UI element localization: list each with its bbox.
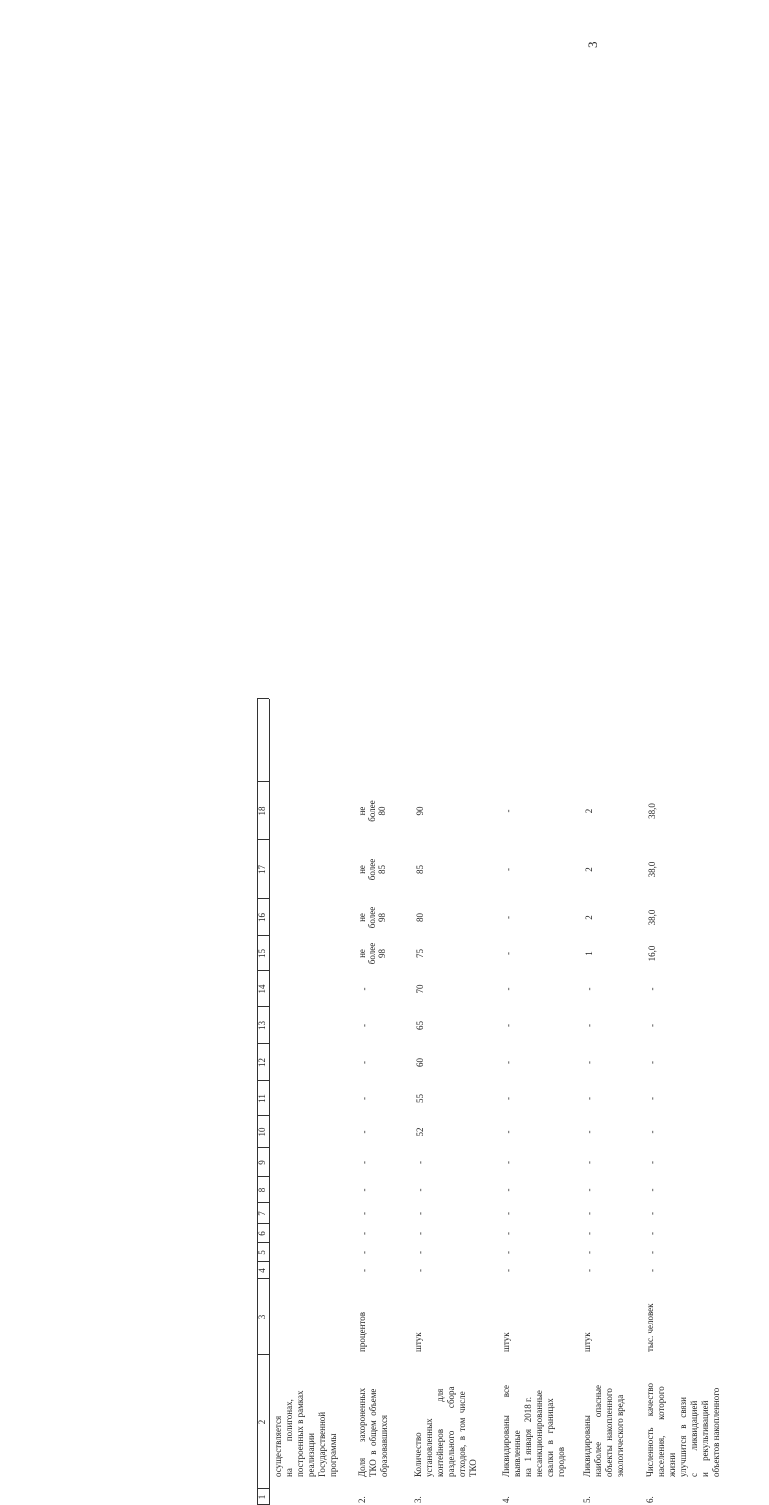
value-cell: - <box>584 1097 594 1100</box>
value-cell: не более 98 <box>357 906 387 929</box>
value-cell: - <box>647 1269 657 1272</box>
value-cell: - <box>584 1161 594 1164</box>
value-cell: 16,0 <box>647 945 657 962</box>
value-cell: - <box>647 1061 657 1064</box>
column-divider <box>257 970 269 971</box>
indicator-name: Доля захороненных ТКО в общем объеме образовавшихся <box>357 1387 389 1477</box>
value-cell: - <box>503 952 513 955</box>
value-cell: 38,0 <box>647 803 657 819</box>
column-divider <box>257 781 269 782</box>
value-cell: - <box>584 987 594 991</box>
value-cell: - <box>359 1188 369 1192</box>
value-cell: - <box>503 987 513 991</box>
value-cell: - <box>647 1130 657 1134</box>
value-cell: - <box>584 1232 594 1235</box>
value-cell: - <box>503 1212 513 1215</box>
column-header-14: 14 <box>257 984 267 994</box>
column-header-1: 1 <box>257 1494 267 1500</box>
row-number: 5. <box>582 1496 592 1503</box>
value-cell: - <box>584 1212 594 1215</box>
value-cell: - <box>503 1161 513 1164</box>
value-cell: - <box>415 1269 425 1272</box>
column-header-7: 7 <box>257 1211 267 1216</box>
value-cell: - <box>503 868 513 871</box>
column-divider <box>257 1278 269 1279</box>
column-header-12: 12 <box>257 1058 267 1067</box>
value-cell: - <box>584 1269 594 1272</box>
column-header-10: 10 <box>257 1127 267 1137</box>
value-cell: 2 <box>584 915 594 920</box>
column-header-16: 16 <box>257 913 267 922</box>
column-divider <box>257 1115 269 1116</box>
column-divider <box>257 1006 269 1007</box>
value-cell: - <box>503 1188 513 1192</box>
unit-of-measure: штук <box>582 1332 592 1352</box>
value-cell: - <box>647 1188 657 1192</box>
value-cell: 2 <box>584 867 594 872</box>
column-divider <box>257 1147 269 1148</box>
header-top-rule <box>257 699 258 1505</box>
value-cell: - <box>415 1161 425 1164</box>
column-divider <box>257 1354 269 1355</box>
column-divider <box>257 1202 269 1203</box>
value-cell: - <box>415 1251 425 1254</box>
column-header-18: 18 <box>257 806 267 816</box>
column-header-2: 2 <box>257 1419 267 1425</box>
value-cell: - <box>359 1061 369 1064</box>
value-cell: - <box>503 1130 513 1134</box>
value-cell: - <box>415 1212 425 1215</box>
value-cell: - <box>359 1212 369 1215</box>
indicator-name: Количество установленных контейнеров для раздельного сбора отходов, в том числе ТКО <box>413 1386 478 1477</box>
column-divider <box>257 698 269 699</box>
column-header-17: 17 <box>257 865 267 874</box>
column-header-11: 11 <box>257 1094 267 1103</box>
value-cell: 1 <box>584 951 594 956</box>
column-header-6: 6 <box>257 1231 267 1236</box>
row-number: 3. <box>413 1496 423 1503</box>
value-cell: - <box>647 1212 657 1215</box>
column-header-3: 3 <box>257 1314 267 1320</box>
indicator-name: Ликвидированы все выявленные на 1 января 2018 г. несанкционированные свалки в границах городов <box>501 1384 566 1477</box>
value-cell: не более 98 <box>357 942 387 965</box>
value-cell: - <box>584 1024 594 1027</box>
row-number: 2. <box>357 1496 367 1503</box>
value-cell: 70 <box>415 984 425 994</box>
value-cell: 85 <box>415 865 425 874</box>
value-cell: - <box>584 1251 594 1254</box>
column-divider <box>257 1261 269 1262</box>
table-sheet <box>257 699 769 1505</box>
value-cell: - <box>647 1024 657 1027</box>
header-bottom-rule <box>269 699 270 1505</box>
column-divider <box>257 1043 269 1044</box>
unit-of-measure: процентов <box>357 1311 367 1352</box>
value-cell: - <box>647 1251 657 1254</box>
value-cell: - <box>647 1232 657 1235</box>
value-cell: 2 <box>584 808 594 814</box>
page-number: 3 <box>585 41 600 48</box>
column-divider <box>257 935 269 936</box>
value-cell: - <box>503 1061 513 1064</box>
column-header-13: 13 <box>257 1021 267 1030</box>
value-cell: 38,0 <box>647 861 657 878</box>
value-cell: - <box>503 1232 513 1235</box>
value-cell: 60 <box>415 1058 425 1067</box>
value-cell: - <box>503 1251 513 1254</box>
value-cell: не более 80 <box>357 800 387 822</box>
value-cell: 55 <box>415 1094 425 1103</box>
value-cell: - <box>359 1130 369 1134</box>
value-cell: 90 <box>415 806 425 816</box>
column-header-15: 15 <box>257 949 267 958</box>
indicator-name: Ликвидированы наиболее опасные объекты накопленного экологического вреда <box>582 1385 625 1477</box>
unit-of-measure: тыс. человек <box>645 1303 655 1352</box>
value-cell: - <box>359 1161 369 1164</box>
value-cell: - <box>359 1024 369 1027</box>
column-header-9: 9 <box>257 1160 267 1165</box>
value-cell: 75 <box>415 949 425 958</box>
value-cell: - <box>503 1097 513 1100</box>
column-header-5: 5 <box>257 1250 267 1255</box>
value-cell: - <box>503 1269 513 1272</box>
column-divider <box>257 839 269 840</box>
value-cell: - <box>647 1097 657 1100</box>
column-header-4: 4 <box>257 1268 267 1273</box>
value-cell: - <box>503 809 513 813</box>
value-cell: - <box>415 1188 425 1192</box>
row-number: 4. <box>501 1496 511 1503</box>
value-cell: - <box>584 1130 594 1134</box>
value-cell: - <box>647 987 657 991</box>
column-divider <box>257 1488 269 1489</box>
value-cell: - <box>359 1251 369 1254</box>
value-cell: 38,0 <box>647 909 657 926</box>
value-cell: 80 <box>415 913 425 922</box>
value-cell: - <box>359 1232 369 1235</box>
value-cell: - <box>359 1269 369 1272</box>
value-cell: - <box>584 1061 594 1064</box>
value-cell: не более 85 <box>357 858 387 881</box>
value-cell: - <box>359 1097 369 1100</box>
column-divider <box>257 1242 269 1243</box>
value-cell: - <box>359 987 369 991</box>
value-cell: - <box>415 1232 425 1235</box>
value-cell: - <box>647 1161 657 1164</box>
indicator-name: осуществляется на полигонах, построенных в рамках реализации Государственной программы <box>273 1390 338 1477</box>
column-divider <box>257 1223 269 1224</box>
unit-of-measure: штук <box>501 1332 511 1352</box>
indicator-name: Численность качество населения, которого жизни улучшится в связи с ликвидацией и рекультивацией объектов накопленного <box>645 1382 721 1477</box>
unit-of-measure: штук <box>413 1332 423 1352</box>
value-cell: - <box>584 1188 594 1192</box>
value-cell: - <box>503 1024 513 1027</box>
column-divider <box>257 1080 269 1081</box>
row-number: 6. <box>645 1496 655 1503</box>
column-divider <box>257 1176 269 1177</box>
column-header-8: 8 <box>257 1187 267 1193</box>
value-cell: 65 <box>415 1021 425 1030</box>
value-cell: 52 <box>415 1127 425 1137</box>
column-divider <box>257 898 269 899</box>
value-cell: - <box>503 916 513 919</box>
